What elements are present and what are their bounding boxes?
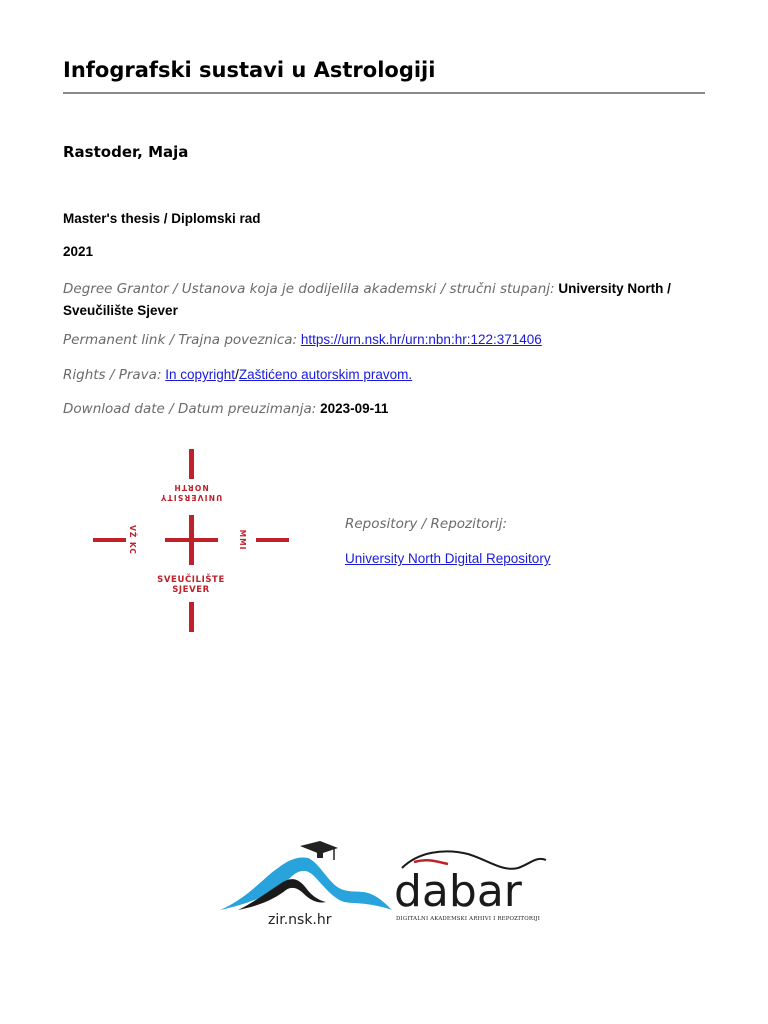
- degree-grantor: [63, 278, 683, 321]
- logo-text-university: UNIVERSITY: [159, 493, 223, 502]
- rights-separator: /: [235, 367, 239, 382]
- degree-grantor-label: Degree Grantor / Ustanova koja je dodijelila akademski / stručni stupanj:: [63, 281, 555, 297]
- logo-text-vzkc: VŽ KC: [128, 525, 137, 555]
- repository-link[interactable]: University North Digital Repository: [345, 551, 551, 566]
- permanent-link-label: Permanent link / Trajna poveznica:: [63, 332, 298, 348]
- dabar-text: dabar: [394, 866, 522, 917]
- author-name: Rastoder, Maja: [63, 143, 189, 161]
- zasticeno-link[interactable]: Zaštićeno autorskim pravom.: [238, 367, 413, 382]
- logo-text-mmi: MMI: [238, 529, 247, 551]
- in-copyright-link[interactable]: In copyright: [165, 367, 236, 382]
- rights-row: [63, 367, 412, 383]
- degree-grantor-value: University North / Sveučilište Sjever: [63, 281, 671, 318]
- download-date-row: [63, 401, 388, 417]
- thesis-year: 2021: [63, 244, 94, 259]
- logo-text-north: NORTH: [173, 483, 209, 492]
- zir-logo: [220, 841, 392, 928]
- zir-text: zir.nsk.hr: [268, 912, 332, 928]
- dabar-subtitle: DIGITALNI AKADEMSKI ARHIVI I REPOZITORIJI: [396, 916, 541, 922]
- dabar-logo: [394, 851, 546, 922]
- logo-text-sveuciliste: SVEUČILIŠTE: [157, 575, 225, 585]
- logo-left-bar: [93, 538, 126, 542]
- logo-right-bar: [256, 538, 289, 542]
- download-date-value: 2023-09-11: [320, 401, 389, 416]
- repository-label: Repository / Repozitorij:: [345, 516, 508, 532]
- logo-top-bar: [189, 449, 194, 479]
- footer-logos: [218, 838, 558, 934]
- thesis-type: Master's thesis / Diplomski rad: [63, 211, 261, 226]
- university-north-logo: [90, 445, 292, 635]
- permanent-link-row: [63, 332, 542, 348]
- rights-label: Rights / Prava:: [63, 367, 162, 383]
- page-title: Infografski sustavi u Astrologiji: [63, 58, 436, 82]
- download-date-label: Download date / Datum preuzimanja:: [63, 401, 317, 417]
- logo-center-horizontal: [165, 538, 218, 542]
- title-divider: [63, 92, 705, 94]
- logo-bottom-bar: [189, 602, 194, 632]
- logo-text-sjever: SJEVER: [172, 585, 210, 595]
- permanent-link[interactable]: https://urn.nsk.hr/urn:nbn:hr:122:371406: [300, 332, 542, 347]
